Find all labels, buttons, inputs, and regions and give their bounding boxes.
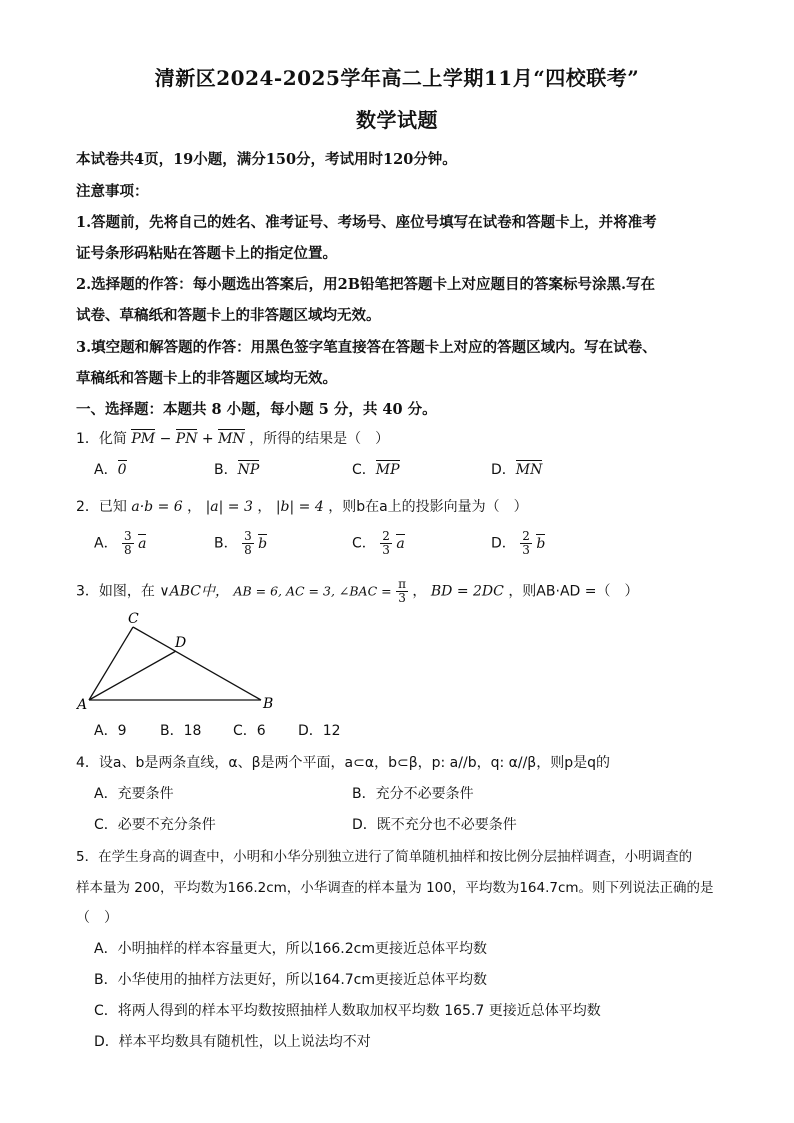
- q5-option-c: C．将两人得到的样本平均数按照抽样人数取加权平均数 165.7 更接近总体平均数: [94, 1003, 601, 1019]
- question-5-line-3: （ ）: [76, 910, 118, 926]
- question-4: 4．设a、b是两条直线，α、β是两个平面，a⊂α，b⊂β，p: a//b，q: α//β，则p是q的: [76, 755, 611, 771]
- note-2-line-2: 试卷、草稿纸和答题卡上的非答题区域均无效。: [76, 307, 381, 324]
- q1-option-d: D．MN: [491, 462, 543, 478]
- question-2: 2．已知 a·b = 6 ， |a| = 3 ， |b| = 4 ，则b在a上的投影向量为（ ）: [76, 499, 528, 515]
- q2-option-a: A． $\frac{3}{8}$ a: [94, 529, 147, 557]
- q1-vector-pn: PN: [175, 431, 198, 447]
- question-5-line-1: 5．在学生身高的调查中，小明和小华分别独立进行了简单随机抽样和按比例分层抽样调查，小明调查的: [76, 849, 693, 865]
- q3-triangle-figure: [76, 610, 276, 712]
- q3-option-a: A．9: [94, 723, 127, 739]
- q3-option-b: B．18: [160, 723, 202, 739]
- q3-option-d: D．12: [298, 723, 341, 739]
- q1-vector-pm: PM: [131, 431, 156, 447]
- exam-subtitle: 数学试题: [356, 108, 438, 132]
- q5-option-d: D．样本平均数具有随机性，以上说法均不对: [94, 1034, 371, 1050]
- q1-suffix: ，所得的结果是（ ）: [249, 431, 390, 447]
- q3-option-c: C．6: [233, 723, 266, 739]
- q1-option-b: B．NP: [214, 462, 260, 478]
- q4-option-d: D．既不充分也不必要条件: [352, 817, 517, 833]
- note-3-line-1: 3.填空题和解答题的作答：用黑色签字笔直接答在答题卡上对应的答题区域内。写在试卷、: [76, 339, 657, 356]
- note-1-line-2: 证号条形码粘贴在答题卡上的指定位置。: [76, 245, 337, 262]
- q2-option-b: B． $\frac{3}{8}$ b: [214, 529, 268, 557]
- q5-option-a: A．小明抽样的样本容量更大，所以166.2cm更接近总体平均数: [94, 941, 487, 957]
- vertex-a-label: A: [77, 697, 88, 712]
- question-5-line-2: 样本量为 200，平均数为166.2cm，小华调查的样本量为 100，平均数为164.7cm。则下列说法正确的是: [76, 880, 714, 896]
- q1-option-c: C．MP: [352, 462, 400, 478]
- section-1-heading: 一、选择题：本题共 8 小题，每小题 5 分，共 40 分。: [76, 401, 437, 418]
- question-1: 1．化简 PM − PN + MN ，所得的结果是（ ）: [76, 431, 390, 447]
- note-1-line-1: 1.答题前，先将自己的姓名、准考证号、考场号、座位号填写在试卷和答题卡上，并将准考: [76, 214, 657, 231]
- note-2-line-1: 2.选择题的作答：每小题选出答案后，用2B铅笔把答题卡上对应题目的答案标号涂黑.写在: [76, 276, 656, 293]
- side-ac: [89, 627, 133, 700]
- point-d-label: D: [175, 635, 187, 651]
- q2-dot-product: a·b = 6: [131, 499, 183, 515]
- q2-option-c: C． $\frac{2}{3}$ a: [352, 529, 405, 557]
- q5-option-b: B．小华使用的抽样方法更好，所以164.7cm更接近总体平均数: [94, 972, 488, 988]
- q2-abs-a: |a| = 3: [205, 499, 253, 515]
- q3-conditions: AB = 6, AC = 3, ∠BAC =: [233, 583, 392, 599]
- q4-option-c: C．必要不充分条件: [94, 817, 216, 833]
- q4-option-b: B．充分不必要条件: [352, 786, 474, 802]
- q2-option-d: D． $\frac{2}{3}$ b: [491, 529, 546, 557]
- notice-heading: 注意事项：: [76, 183, 149, 200]
- q3-bd-relation: BD = 2DC: [430, 583, 504, 600]
- q1-vector-mn: MN: [218, 431, 245, 447]
- question-3: 3．如图，在 ∨ABC中， AB = 6, AC = 3, ∠BAC = $\frac{\pi}{3}$ ， BD = 2DC ，则AB·AD =（ ）: [76, 577, 639, 605]
- exam-summary: 本试卷共4页，19小题，满分150分，考试用时120分钟。: [76, 151, 457, 168]
- vertex-b-label: B: [263, 696, 274, 712]
- exam-title: 清新区2024-2025学年高二上学期11月“四校联考”: [154, 66, 640, 90]
- q1-prefix: 1．化简: [76, 431, 127, 447]
- q1-option-a: A．0: [94, 462, 127, 478]
- q4-option-a: A．充要条件: [94, 786, 174, 802]
- note-3-line-2: 草稿纸和答题卡上的非答题区域均无效。: [76, 370, 337, 387]
- side-bc: [133, 627, 261, 700]
- segment-ad: [89, 651, 176, 700]
- q2-abs-b: |b| = 4: [275, 499, 324, 515]
- vertex-c-label: C: [128, 611, 139, 627]
